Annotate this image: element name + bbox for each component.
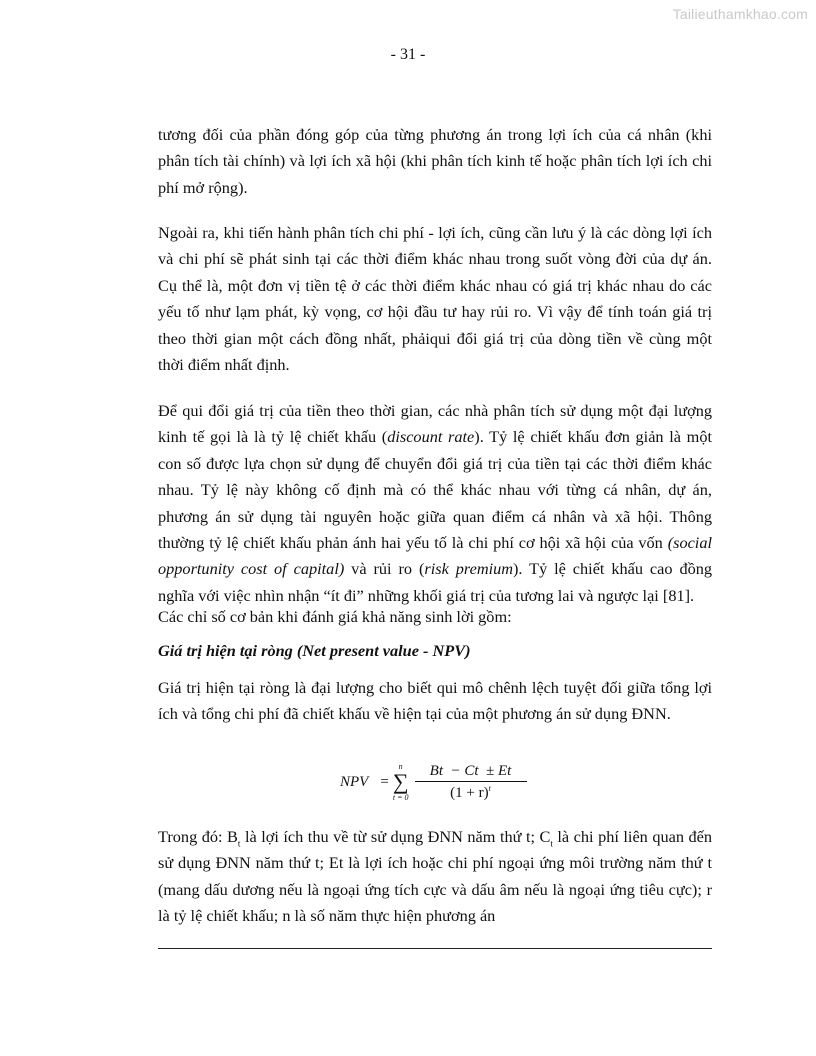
text-line: Ngoài ra, khi tiến hành phân tích chi phí - lợi ích, cũng cần lưu ý là các dòng lợi ích xyxy=(158,223,712,242)
text-segment: nhau. Tỷ lệ này không cố định mà có thể khác nhau với từng cá nhân, dự án, xyxy=(158,480,712,500)
text-segment: là lợi ích thu về từ sử dụng ĐNN năm thứ t; C xyxy=(240,827,551,846)
text-segment: sử dụng ĐNN năm thứ t; Et là lợi ích hoặc chi phí ngoại ứng môi trường năm thứ t xyxy=(158,853,712,873)
formula-lhs: NPV xyxy=(340,773,369,790)
paragraph-3 xyxy=(158,398,712,609)
text-line xyxy=(158,903,712,929)
text-line: ích và tổng chi phí đã chiết khấu về hiện tại của một phương án sử dụng ĐNN. xyxy=(158,704,671,724)
text-line xyxy=(158,530,712,556)
paragraph-5 xyxy=(158,675,712,728)
text-line: Giá trị hiện tại ròng là đại lượng cho biết qui mô chênh lệch tuyệt đối giữa tổng lợi xyxy=(158,678,712,697)
paragraph-1 xyxy=(158,122,712,201)
fraction xyxy=(415,762,527,802)
text-segment: thường tỷ lệ chiết khấu phản ánh hai yếu tố là chi phí cơ hội xã hội của vốn xyxy=(158,532,668,552)
paragraph-6 xyxy=(158,824,712,930)
text-segment: con số được lựa chọn sử dụng để chuyển đổi giá trị của tiền tại các thời điểm khác xyxy=(158,453,712,473)
text-line xyxy=(158,556,712,582)
text-line xyxy=(158,877,712,903)
footer-rule xyxy=(158,948,712,949)
text-segment: là chi phí liên quan đến xyxy=(552,827,712,846)
text-line xyxy=(158,850,712,876)
italic-text: discount rate xyxy=(387,427,475,447)
formula-numerator: Bt − Ct ± Et xyxy=(429,763,512,779)
text-segment: và rủi ro ( xyxy=(344,559,425,579)
text-line: thời điểm nhất định. xyxy=(158,354,290,374)
sigma-symbol: ∑ xyxy=(392,769,409,794)
text-segment: ). Tỷ lệ chiết khấu đơn giản là một xyxy=(474,427,712,447)
text-segment: Trong đó: B xyxy=(158,827,238,846)
text-line: tương đối của phần đóng góp của từng phương án trong lợi ích của cá nhân (khi xyxy=(158,125,712,144)
text-line xyxy=(158,451,712,477)
text-line xyxy=(158,424,712,450)
formula-equals: = xyxy=(380,773,389,790)
text-line: theo thời gian một cách đồng nhất, phảiqui đổi giá trị của dòng tiền về cùng một xyxy=(158,328,712,348)
fraction-bar xyxy=(415,781,527,782)
text-line: phí mở rộng). xyxy=(158,177,248,197)
text-segment: phương án sử dụng tài nguyên hoặc giữa quan điểm cá nhân và xã hội. Thông xyxy=(158,506,712,526)
text-segment: ). Tỷ lệ chiết khấu cao đồng xyxy=(513,559,713,579)
italic-text: risk premium xyxy=(424,559,514,579)
text-segment: kinh tế gọi là là tỷ lệ chiết khấu ( xyxy=(158,427,388,447)
paragraph-4 xyxy=(158,604,712,630)
denominator-base: (1 + r) xyxy=(450,785,489,801)
summation xyxy=(393,762,409,802)
section-heading xyxy=(158,638,712,664)
italic-text: opportunity cost of capital) xyxy=(158,559,345,579)
text-line: Các chỉ số cơ bản khi đánh giá khả năng sinh lời gồm: xyxy=(158,607,512,626)
sum-upper-limit: n xyxy=(398,762,403,771)
text-segment: là tỷ lệ chiết khấu; n là số năm thực hiện phương án xyxy=(158,906,496,926)
sum-lower-limit: t = 0 xyxy=(392,793,409,802)
page-number: - 31 - xyxy=(390,46,426,63)
npv-formula xyxy=(340,762,527,802)
text-segment: (mang dấu dương nếu là ngoại ứng tích cực và dấu âm nếu là ngoại ứng tiêu cực); r xyxy=(158,879,712,899)
text-line: và chi phí sẽ phát sinh tại các thời điểm khác nhau trong suốt vòng đời của dự án. xyxy=(158,249,712,269)
paragraph-2 xyxy=(158,220,712,378)
text-line xyxy=(158,477,712,503)
text-line xyxy=(158,824,712,850)
text-segment: Để qui đổi giá trị của tiền theo thời gian, các nhà phân tích sử dụng một đại lượng xyxy=(158,401,712,420)
text-line: Cụ thể là, một đơn vị tiền tệ ở các thời điểm khác nhau có giá trị khác nhau do các xyxy=(158,275,712,295)
text-line: phân tích tài chính) và lợi ích xã hội (khi phân tích kinh tế hoặc phân tích lợi ích chi xyxy=(158,151,712,171)
text-line xyxy=(158,398,712,424)
subscript: t xyxy=(237,838,241,849)
text-line: yếu tố như lạm phát, kỳ vọng, cơ hội đầu tư hay rủi ro. Vì vậy để tính toán giá trị xyxy=(158,302,712,322)
denominator-exponent: t xyxy=(488,784,491,793)
text-line: Giá trị hiện tại ròng (Net present value - NPV) xyxy=(158,641,471,660)
subscript: t xyxy=(550,838,553,849)
text-segment: nghĩa với việc nhìn nhận “ít đi” những khối giá trị của tương lai và ngược lại [81]. xyxy=(158,585,695,605)
formula-denominator xyxy=(450,784,491,802)
watermark: Tailieuthamkhao.com xyxy=(672,6,808,22)
italic-text: (social xyxy=(667,532,712,552)
text-line xyxy=(158,504,712,530)
